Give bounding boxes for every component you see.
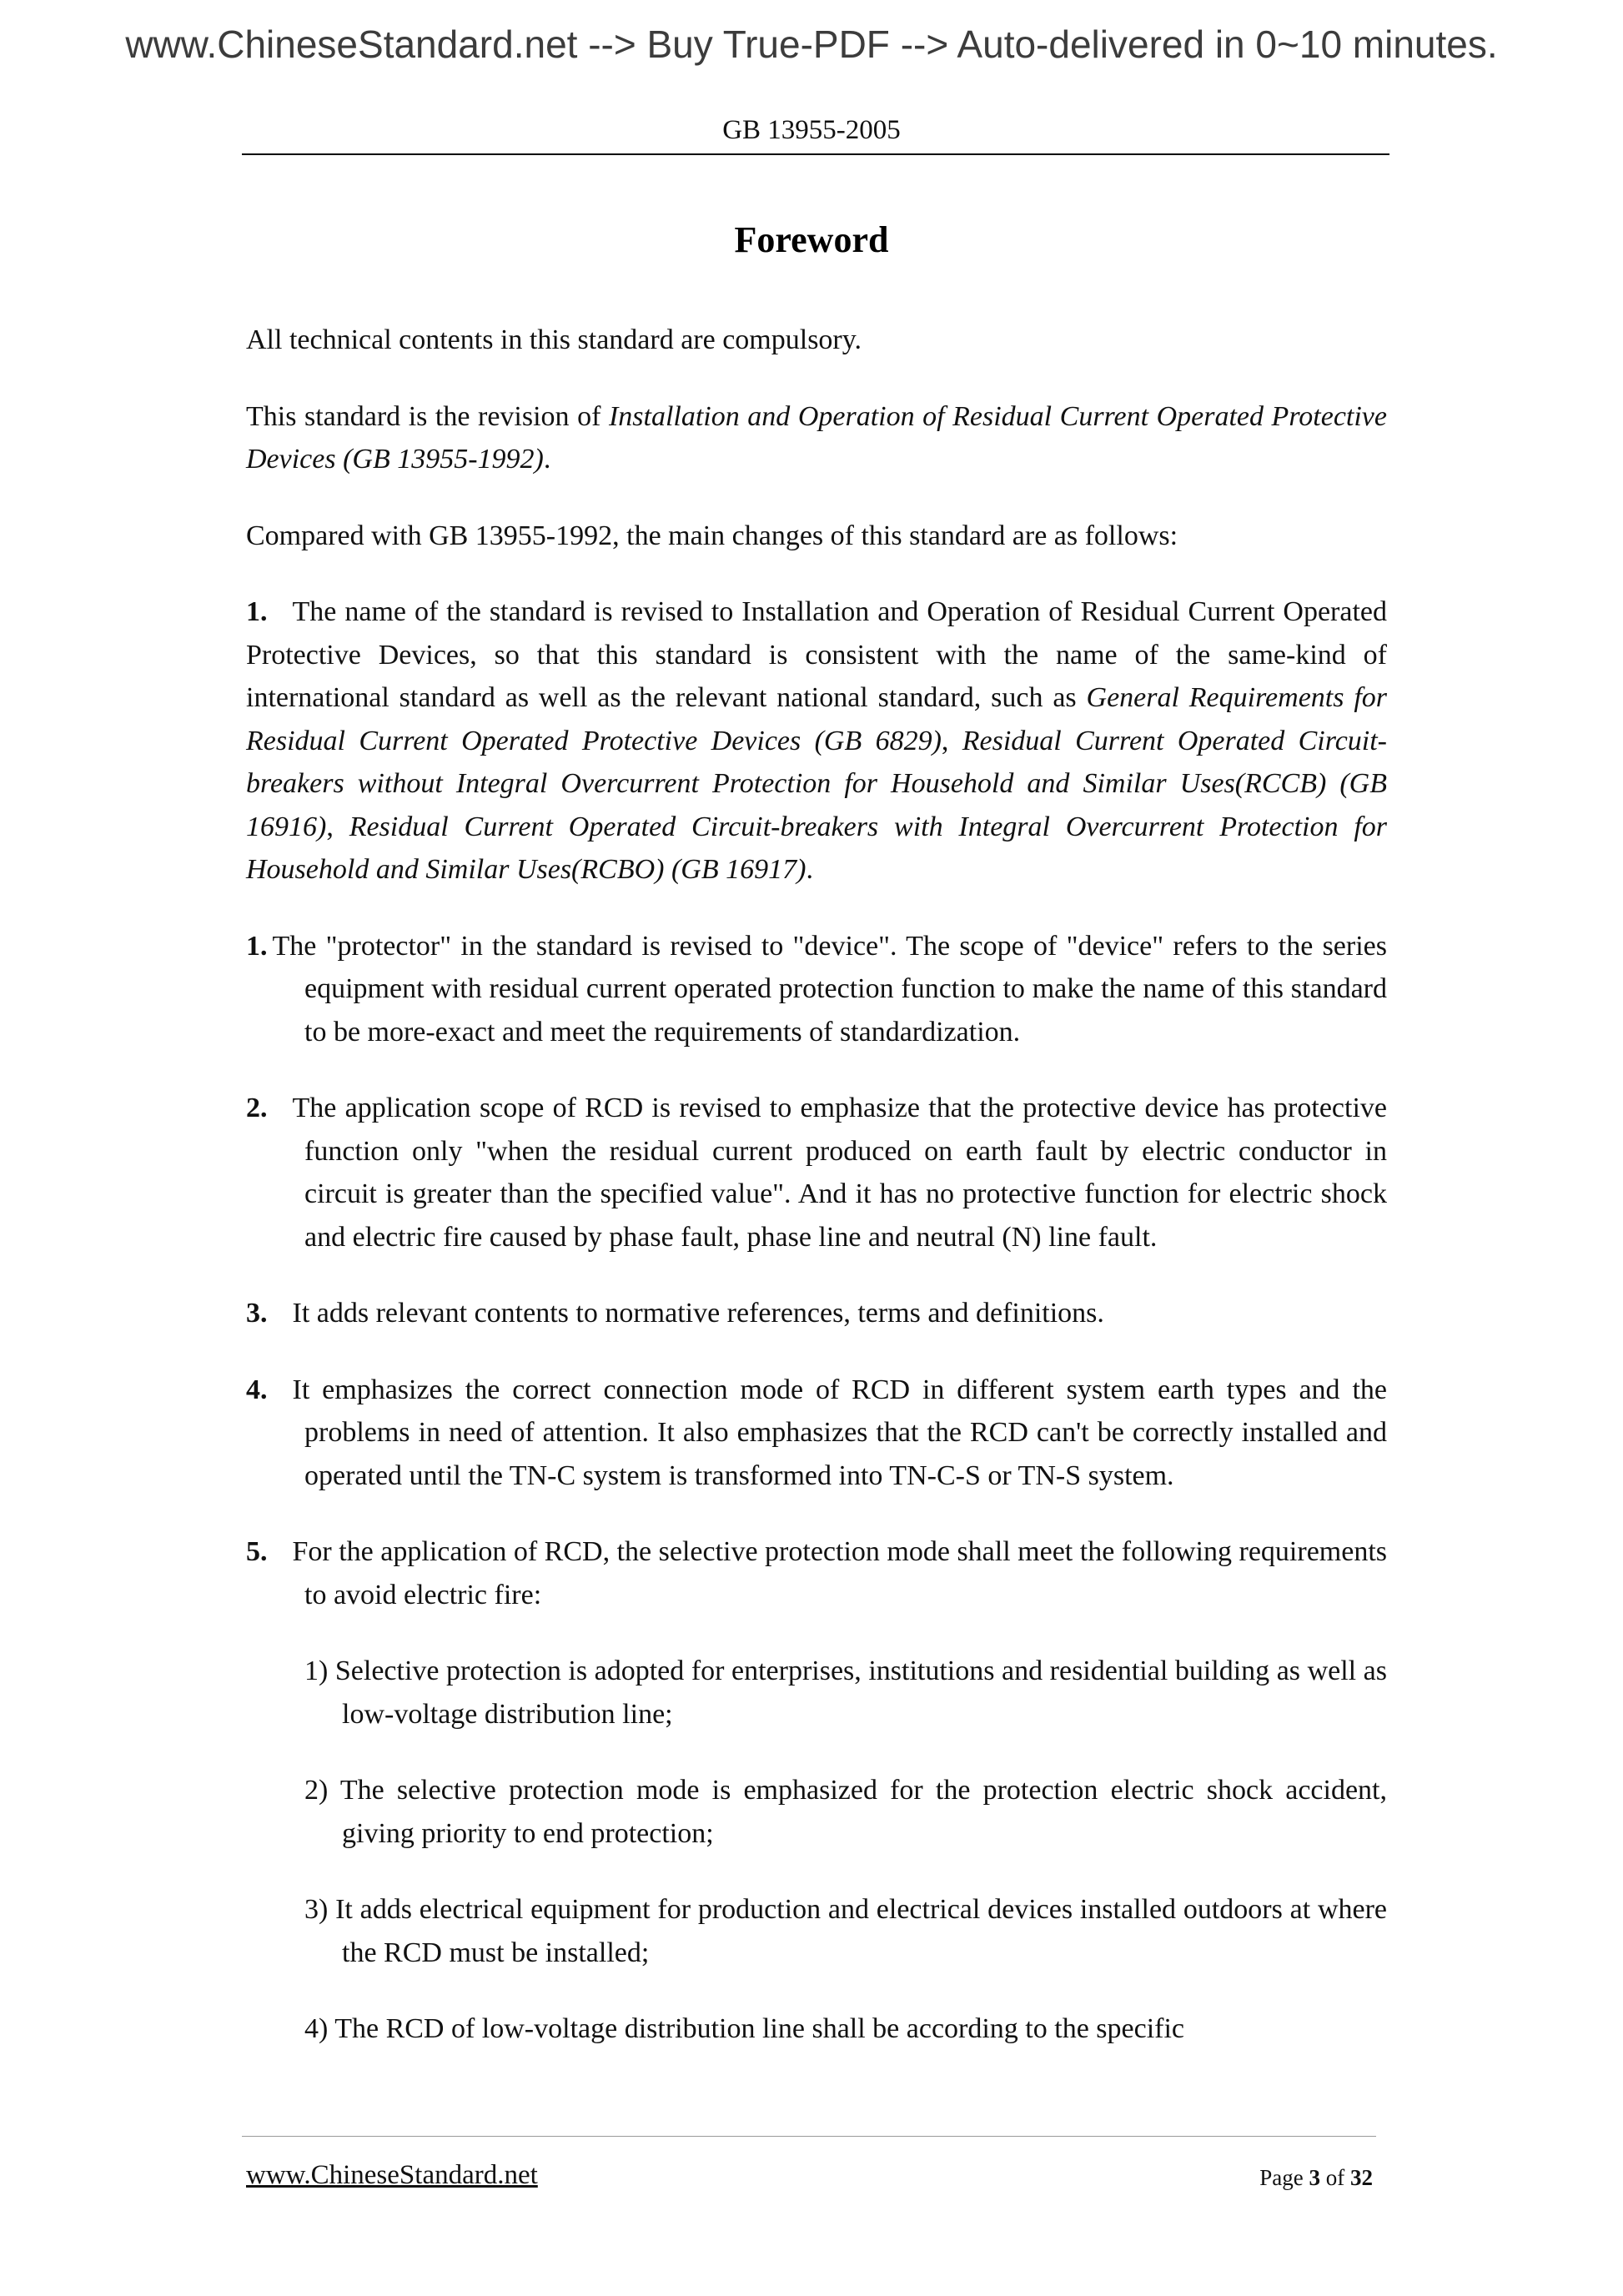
list-item: 1. The "protector" in the standard is revised to "device". The scope of "device" refers to the series equipment with residual current operated protection function to make the name of this standard to be more-exact and meet the requirements of standardization. xyxy=(246,930,1387,1048)
site-banner[interactable]: www.ChineseStandard.net --> Buy True-PDF --> Auto-delivered in 0~10 minutes. xyxy=(125,23,1498,66)
item-number: 1. xyxy=(246,596,268,627)
list-item: 4. It emphasizes the correct connection mode of RCD in different system earth types and the problems in need of attention. It also emphasizes that the RCD can't be correctly installed and operated until the TN-C system is transformed into TN-C-S or TN-S system. xyxy=(246,1374,1387,1491)
paragraph-revision: This standard is the revision of Installation and Operation of Residual Current Operated Protective Devices (GB 13955-1992). xyxy=(246,400,1387,475)
footer-divider xyxy=(242,2136,1376,2137)
list-item: 3. It adds relevant contents to normative references, terms and definitions. xyxy=(246,1298,1104,1329)
item-number: 5. xyxy=(246,1536,268,1567)
sub-list-item: 2) The selective protection mode is emphasized for the protection electric shock accident, giving priority to end protection; xyxy=(304,1775,1387,1849)
sub-list-item: 3) It adds electrical equipment for production and electrical devices installed outdoors at where the RCD must be installed; xyxy=(304,1894,1387,1968)
header-divider xyxy=(242,153,1389,155)
document-body xyxy=(246,319,1387,2051)
paragraph-changes-intro: Compared with GB 13955-1992, the main changes of this standard are as follows: xyxy=(246,520,1178,551)
page-title: Foreword xyxy=(734,219,889,260)
item-number: 2. xyxy=(246,1093,268,1123)
footer-website-link[interactable]: www.ChineseStandard.net xyxy=(246,2160,538,2190)
sub-list-item: 1) Selective protection is adopted for enterprises, institutions and residential building as well as low-voltage distribution line; xyxy=(304,1655,1387,1730)
list-item: 2. The application scope of RCD is revised to emphasize that the protective device has protective function only "when the residual current produced on earth fault by electric conductor in circuit is greater than the specified value". And it has no protective function for electric shock and electric fire caused by phase fault, phase line and neutral (N) line fault. xyxy=(246,1093,1387,1253)
item-number: 3. xyxy=(246,1298,268,1329)
item-number: 4. xyxy=(246,1374,268,1405)
list-item-name-revision: 1. The name of the standard is revised to Installation and Operation of Residual Current Operated Protective Devices, so that this standard is consistent with the name of the same-kind of international standard as well as the relevant national standard, such as General Requirements for Residual Current Operated Protective Devices (GB 6829), Residual Current Operated Circuit-breakers without Integral Overcurrent Protection for Household and Similar Uses(RCCB) (GB 16916), Residual Current Operated Circuit-breakers with Integral Overcurrent Protection for Household and Similar Uses(RCBO) (GB 16917). xyxy=(246,596,1388,885)
paragraph-compulsory: All technical contents in this standard are compulsory. xyxy=(246,324,862,355)
item-number: 1. xyxy=(246,930,268,962)
list-item: 5. For the application of RCD, the selective protection mode shall meet the following requirements to avoid electric fire: xyxy=(246,1536,1387,1610)
sub-list-item: 4) The RCD of low-voltage distribution line shall be according to the specific xyxy=(304,2013,1185,2044)
page-indicator: Page 3 of 32 xyxy=(1259,2165,1373,2190)
standard-number: GB 13955-2005 xyxy=(722,115,901,145)
